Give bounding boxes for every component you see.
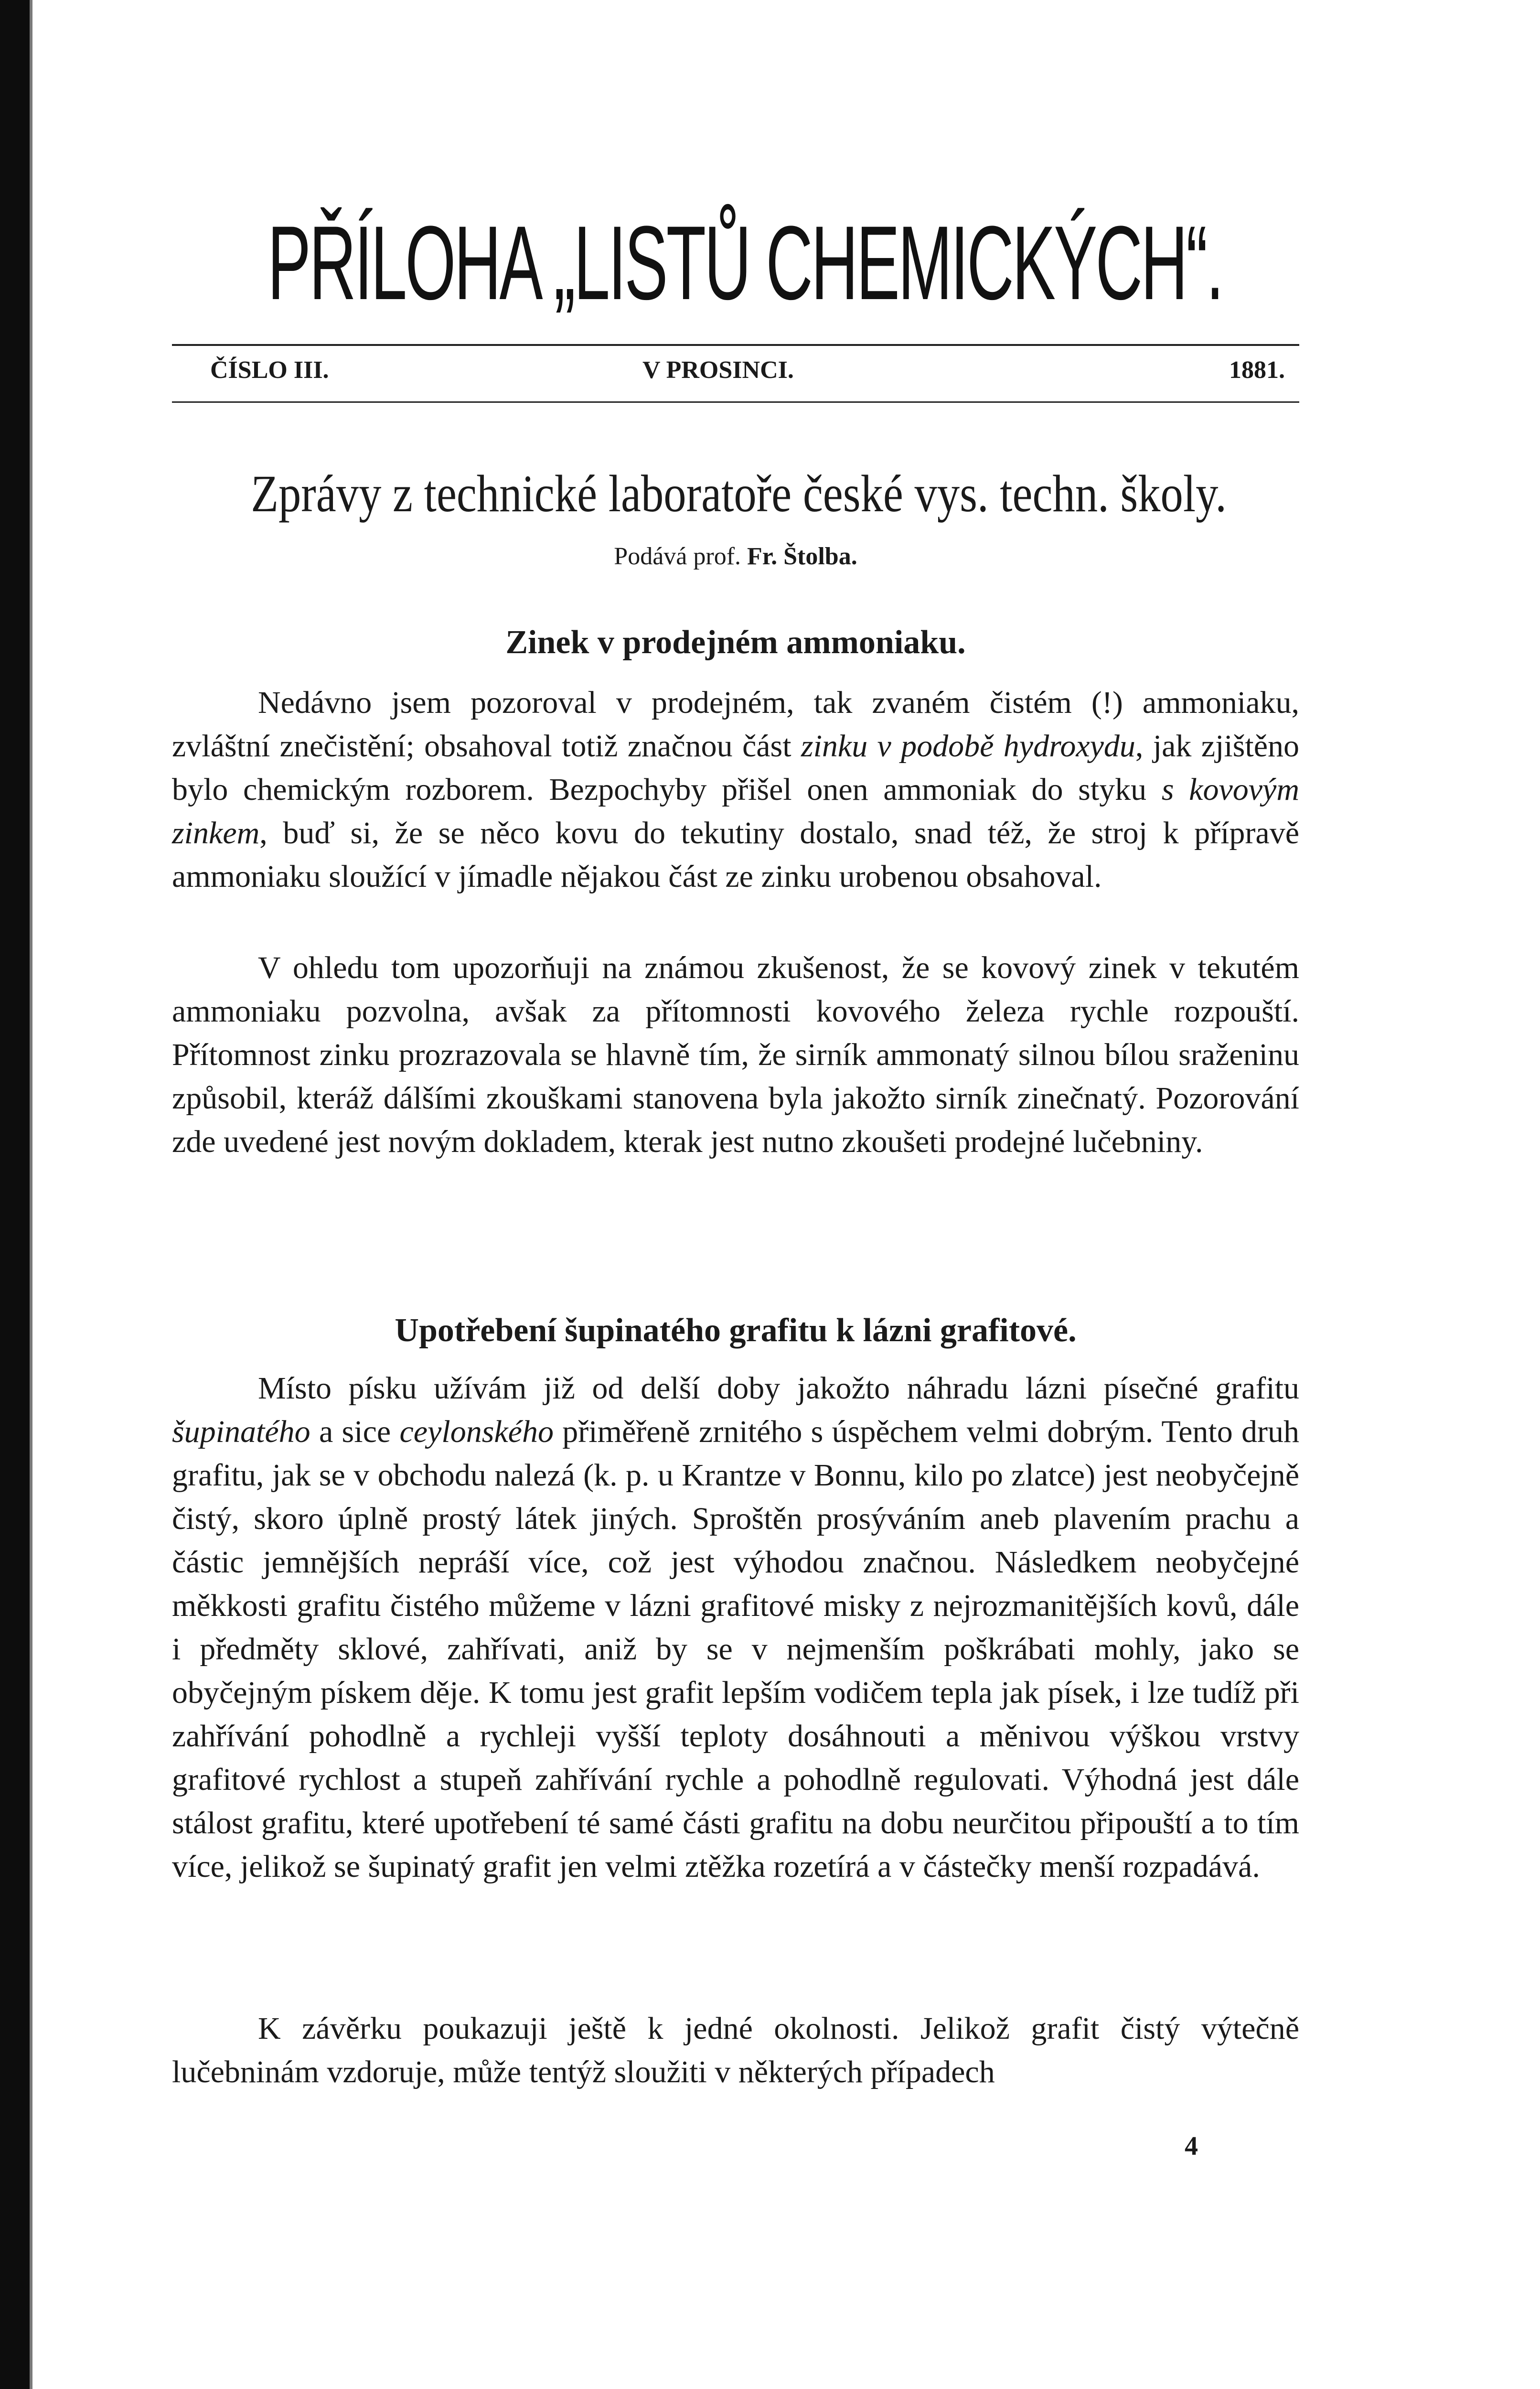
masthead-rule-top xyxy=(172,344,1299,346)
emphasis-ceylon: ceylonského xyxy=(399,1414,554,1449)
issue-line xyxy=(172,356,1299,389)
scan-left-border xyxy=(0,0,30,2389)
emphasis-zinc-hydroxide: zinku v podobě hydroxydu xyxy=(801,729,1135,764)
emphasis-flaky: šupinatého xyxy=(172,1414,310,1449)
scan-left-border-edge xyxy=(30,0,32,2389)
page-number: 4 xyxy=(1185,2131,1198,2161)
masthead-rule-bottom xyxy=(172,401,1299,403)
text-run: a sice xyxy=(310,1414,400,1449)
paragraph-zinc-1 xyxy=(172,681,1299,898)
byline xyxy=(172,542,1299,570)
paragraph-zinc-2: V ohledu tom upozorňuji na známou zkušenost, že se kovový zinek v tekutém ammoniaku pozvolna, avšak za přítomnosti kovového železa rychle rozpouští. Přítomnost zinku prozrazovala se hlavně tím, že sirník ammonatý silnou bílou sraženinu způsobil, kteráž dálšími zkouškami stanovena byla jakožto sirník zinečnatý. Pozorování zde uvedené jest novým dokladem, kterak jest nutno zkoušeti prodejné lučebniny. xyxy=(172,950,1299,1159)
paragraph-graphite-1 xyxy=(172,1367,1299,1888)
text-run: přiměřeně zrnitého s úspěchem velmi dobrým. Tento druh grafitu, jak se v obchodu nalezá (k. p. u Krantze v Bonnu, kilo po zlatce) jest neobyčejně čistý, skoro úplně prostý látek jiných. Sproštěn prosýváním aneb plavením prachu a částic jemnějších nepráší více, což jest výhodou značnou. Následkem neobyčejné měkkosti grafitu čistého můžeme v lázni grafitové misky z nejrozmanitějších kovů, dále i předměty sklové, zahřívati, aniž by se v nejmenším poškrábati mohly, jako se obyčejným pískem děje. K tomu jest grafit lepším vodičem tepla jak písek, i lze tudíž při zahřívání pohodlně a rychleji vyšší teploty dosáhnouti a měnivou výškou vrstvy grafitové rychlost a stupeň zahřívání rychle a pohodlně regulovati. Výhodná jest dále stálost grafitu, které upotřebení té samé části grafitu na dobu neurčitou připouští a to tím více, jelikož se šupinatý grafit jen velmi ztěžka rozetírá a v částečky menší rozpadává. xyxy=(172,1414,1300,1884)
masthead-title: PŘÍLOHA „LISTŮ CHEMICKÝCH“. xyxy=(267,204,1222,322)
text-run: , jak zjištěno bylo chemickým rozborem. Bezpochyby přišel onen ammoniak do styku xyxy=(172,729,1299,807)
issue-year: 1881. xyxy=(1229,356,1285,384)
section-heading-zinc: Zinek v prodejném ammoniaku. xyxy=(505,624,966,661)
text-run: Nedávno jsem pozoroval v prodejném, tak zvaném čistém (!) ammoniaku, zvláštní znečistění; obsahoval totiž značnou část xyxy=(172,685,1299,764)
byline-prefix: Podává prof. xyxy=(614,543,741,570)
report-title: Zprávy z technické laboratoře české vys. techn. školy. xyxy=(251,464,1227,523)
issue-number: ČÍSLO III. xyxy=(210,356,329,384)
byline-author: Fr. Štolba. xyxy=(747,543,857,570)
text-run: Místo písku užívám již od delší doby jakožto náhradu lázni písečné grafitu xyxy=(258,1371,1299,1406)
issue-month: V PROSINCI. xyxy=(642,356,794,384)
paragraph-graphite-2: K závěrku poukazuji ještě k jedné okolnosti. Jelikož grafit čistý výtečně lučebninám vzdoruje, může tentýž sloužiti v některých případech xyxy=(172,2011,1299,2089)
emphasis-metallic-zinc: s kovovým zinkem xyxy=(172,772,1299,850)
section-heading-graphite: Upotřebení šupinatého grafitu k lázni grafitové. xyxy=(395,1312,1077,1349)
text-run: , buď si, že se něco kovu do tekutiny dostalo, snad též, že stroj k přípravě ammoniaku sloužící v jímadle nějakou část ze zinku urobenou obsahoval. xyxy=(172,816,1299,894)
